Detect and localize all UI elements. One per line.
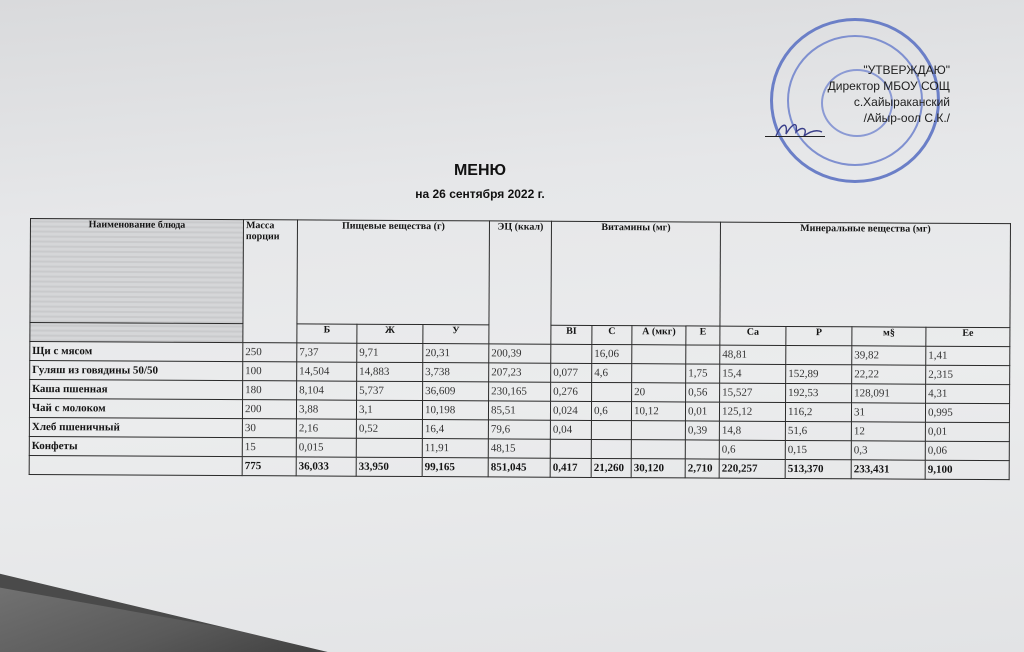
subheader-p: Р — [786, 326, 852, 345]
cell-e: 0,01 — [685, 402, 719, 421]
cell-c — [592, 382, 632, 401]
cell-ca: 125,12 — [719, 402, 785, 421]
cell-e — [686, 345, 720, 364]
cell-p: 116,2 — [785, 402, 851, 421]
cell-e: 0,39 — [685, 421, 719, 440]
approval-line-3: с.Хайыраканский — [853, 95, 950, 109]
dish-name: Конфеты — [29, 436, 242, 456]
cell-carbs: 11,91 — [422, 439, 488, 458]
cell-fe: 0,995 — [925, 403, 1009, 422]
cell-a — [631, 421, 685, 440]
cell-e: 1,75 — [686, 364, 720, 383]
page-subtitle: на 26 сентября 2022 г. — [415, 187, 545, 201]
total-c: 21,260 — [591, 458, 631, 477]
total-a: 30,120 — [631, 459, 685, 478]
cell-ca: 48,81 — [720, 345, 786, 364]
header-minerals: Минеральные вещества (мг) — [720, 222, 1011, 328]
subheader-b1: ВI — [551, 325, 592, 344]
total-energy: 851,045 — [488, 458, 550, 477]
subheader-c: С — [592, 325, 632, 344]
cell-fat: 14,883 — [357, 362, 423, 381]
cell-carbs: 3,738 — [423, 363, 489, 382]
subheader-blank — [30, 323, 243, 343]
approval-line-2: Директор МБОУ СОЩ — [827, 79, 950, 93]
total-label — [29, 455, 242, 475]
dish-name: Каша пшенная — [30, 380, 243, 400]
cell-b1: 0,077 — [551, 363, 592, 382]
cell-energy: 85,51 — [488, 401, 550, 420]
approval-line-1: "УТВЕРЖДАЮ" — [863, 63, 950, 77]
total-mg: 233,431 — [851, 460, 925, 479]
cell-fe: 2,315 — [926, 365, 1010, 384]
cell-mass: 250 — [243, 343, 297, 362]
cell-mg: 22,22 — [852, 365, 926, 384]
total-fat: 33,950 — [356, 457, 422, 476]
subheader-fat: Ж — [357, 324, 423, 343]
cell-b1: 0,04 — [550, 420, 591, 439]
cell-carbs: 20,31 — [423, 344, 489, 363]
cell-fat: 0,52 — [356, 419, 422, 438]
cell-mass: 200 — [242, 400, 296, 419]
subheader-a: А (мкг) — [632, 326, 686, 345]
subheader-e: Е — [686, 326, 720, 345]
cell-energy: 200,39 — [489, 344, 551, 363]
cell-ca: 0,6 — [719, 440, 785, 459]
cell-a — [631, 440, 685, 459]
cell-energy: 79,6 — [488, 420, 550, 439]
cell-a: 20 — [632, 383, 686, 402]
cell-ca: 14,8 — [719, 421, 785, 440]
dish-name: Хлеб пшеничный — [29, 417, 242, 437]
cell-a — [632, 364, 686, 383]
cell-b1 — [551, 344, 592, 363]
cell-b1: 0,024 — [550, 401, 591, 420]
cell-mg: 0,3 — [851, 441, 925, 460]
cell-fat: 3,1 — [356, 400, 422, 419]
signature-line — [765, 136, 825, 137]
cell-p — [786, 345, 852, 364]
total-protein: 36,033 — [296, 457, 356, 476]
cell-mass: 180 — [243, 381, 297, 400]
cell-protein: 3,88 — [296, 400, 356, 419]
cell-fe: 0,01 — [925, 422, 1009, 441]
cell-mg: 128,091 — [852, 384, 926, 403]
menu-table — [29, 218, 1011, 480]
cell-fat — [356, 438, 422, 457]
header-energy: ЭЦ (ккал) — [489, 221, 552, 344]
subheader-ca: Са — [720, 326, 786, 345]
cell-p: 152,89 — [786, 364, 852, 383]
cell-protein: 8,104 — [297, 381, 357, 400]
approval-line-4: /Айыр-оол С.К./ — [863, 111, 950, 125]
cell-fe: 1,41 — [926, 346, 1010, 365]
cell-e: 0,56 — [686, 383, 720, 402]
cell-protein: 2,16 — [296, 419, 356, 438]
cell-mg: 12 — [851, 422, 925, 441]
cell-ca: 15,527 — [720, 383, 786, 402]
cell-energy: 207,23 — [489, 363, 551, 382]
total-mass: 775 — [242, 457, 296, 476]
cell-mass: 100 — [243, 362, 297, 381]
cell-protein: 14,504 — [297, 362, 357, 381]
cell-energy: 230,165 — [489, 382, 551, 401]
cell-fat: 9,71 — [357, 343, 423, 362]
total-fe: 9,100 — [925, 460, 1009, 479]
header-row — [30, 219, 1011, 328]
dish-name: Щи с мясом — [30, 342, 243, 362]
cell-fat: 5,737 — [357, 381, 423, 400]
cell-carbs: 16,4 — [422, 420, 488, 439]
subheader-mg: м§ — [852, 327, 926, 346]
approval-block — [790, 62, 950, 126]
dish-name: Чай с молоком — [29, 399, 242, 419]
cell-p: 0,15 — [785, 440, 851, 459]
cell-c — [591, 439, 631, 458]
cell-ca: 15,4 — [720, 364, 786, 383]
total-e: 2,710 — [685, 459, 719, 478]
dish-name: Гуляш из говядины 50/50 — [30, 361, 243, 381]
cell-p: 192,53 — [786, 383, 852, 402]
subheader-fe: Ее — [926, 327, 1010, 346]
cell-mass: 15 — [242, 438, 296, 457]
cell-c: 4,6 — [592, 363, 632, 382]
cell-b1: 0,276 — [551, 382, 592, 401]
cell-mg: 31 — [851, 403, 925, 422]
header-mass: Масса порции — [243, 220, 298, 343]
header-vitamins: Витамины (мг) — [551, 221, 721, 326]
cell-protein: 7,37 — [297, 343, 357, 362]
cell-e — [685, 440, 719, 459]
total-b1: 0,417 — [550, 458, 591, 477]
cell-carbs: 36,609 — [423, 382, 489, 401]
total-carbs: 99,165 — [422, 458, 488, 477]
total-p: 513,370 — [785, 459, 851, 478]
header-nutrients: Пищевые вещества (г) — [297, 220, 490, 325]
page-title: МЕНЮ — [453, 162, 507, 179]
subheader-carbs: У — [423, 325, 489, 344]
subheader-protein: Б — [297, 324, 357, 343]
total-ca: 220,257 — [719, 459, 785, 478]
cell-a — [632, 345, 686, 364]
header-name: Наименование блюда — [30, 219, 244, 324]
cell-b1 — [550, 439, 591, 458]
cell-carbs: 10,198 — [422, 401, 488, 420]
cell-protein: 0,015 — [296, 438, 356, 457]
cell-c: 0,6 — [591, 401, 631, 420]
cell-energy: 48,15 — [488, 439, 550, 458]
cell-fe: 4,31 — [926, 384, 1010, 403]
cell-c — [591, 420, 631, 439]
cell-fe: 0,06 — [925, 441, 1009, 460]
cell-mg: 39,82 — [852, 346, 926, 365]
cell-a: 10,12 — [631, 402, 685, 421]
cell-c: 16,06 — [592, 344, 632, 363]
cell-p: 51,6 — [785, 421, 851, 440]
cell-mass: 30 — [242, 419, 296, 438]
